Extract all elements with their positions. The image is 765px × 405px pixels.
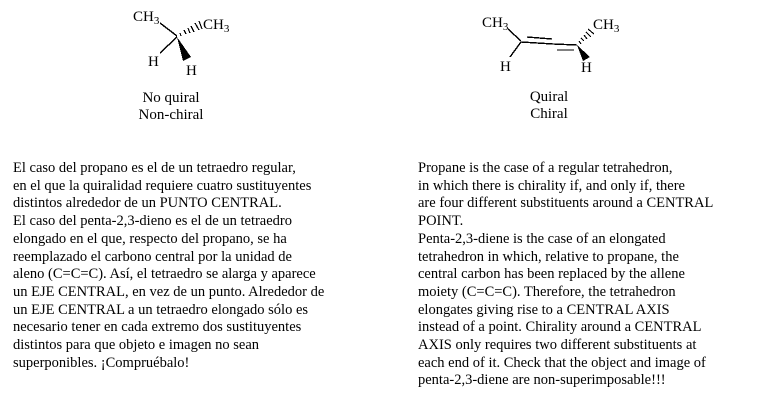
double-bond-left bbox=[521, 37, 553, 44]
bond-line bbox=[510, 42, 521, 57]
text-line: distintos alrededor de un PUNTO CENTRAL. bbox=[13, 195, 282, 212]
bond-line bbox=[508, 29, 521, 41]
hydrogen-label: H bbox=[581, 60, 592, 76]
text-line: reemplazado el carbono central por la unidad de bbox=[13, 248, 292, 265]
propane-caption-english: Non-chiral bbox=[138, 107, 204, 123]
text-line: POINT. bbox=[418, 213, 464, 230]
text-line: elongado en el que, respecto del propano, se ha bbox=[13, 230, 287, 247]
text-line: aleno (C=C=C). Así, el tetraedro se alarga y aparece bbox=[13, 266, 316, 283]
text-line: central carbon has been replaced by the allene bbox=[418, 266, 685, 283]
text-line: penta-2,3-diene are non-superimposable!!! bbox=[418, 372, 666, 389]
pentadiene-structure bbox=[482, 15, 620, 122]
pentadiene-caption-spanish: Quiral bbox=[529, 89, 569, 105]
hydrogen-label: H bbox=[186, 63, 197, 79]
double-bond-right bbox=[553, 44, 577, 50]
bond-line bbox=[160, 37, 177, 53]
methyl-label: $CH_3$ bbox=[203, 17, 230, 35]
methyl-label: $CH_3$ bbox=[133, 9, 160, 27]
text-line: in which there is chirality if, and only if, there bbox=[418, 177, 685, 194]
text-line: Penta-2,3-diene is the case of an elongated bbox=[418, 230, 666, 247]
methyl-label: $CH_3$ bbox=[482, 15, 509, 33]
bond-line bbox=[160, 23, 177, 36]
english-paragraph bbox=[418, 160, 765, 390]
text-line: Propane is the case of a regular tetrahedron, bbox=[418, 160, 673, 176]
hydrogen-label: H bbox=[500, 59, 511, 75]
text-line: each end of it. Check that the object and image of bbox=[418, 354, 706, 371]
methyl-label: $CH_3$ bbox=[593, 17, 620, 35]
text-line: elongates giving rise to a CENTRAL AXIS bbox=[418, 301, 670, 318]
solid-wedge-bond bbox=[577, 45, 590, 61]
pentadiene-caption-english: Chiral bbox=[530, 106, 568, 122]
spanish-paragraph bbox=[13, 160, 383, 372]
text-line: un EJE CENTRAL a un tetraedro elongado sólo es bbox=[13, 301, 309, 318]
solid-wedge-bond bbox=[177, 37, 191, 61]
hash-wedge-bond bbox=[579, 29, 594, 44]
text-line: El caso del penta-2,3-dieno es el de un tetraedro bbox=[13, 213, 293, 230]
text-line: en el que la quiralidad requiere cuatro sustituyentes bbox=[13, 177, 312, 194]
hash-wedge-bond bbox=[180, 21, 202, 36]
text-line: AXIS only requires two different substituents at bbox=[418, 337, 697, 354]
text-line: moiety (C=C=C). Therefore, the tetrahedron bbox=[418, 283, 676, 300]
text-line: El caso del propano es el de un tetraedro regular, bbox=[13, 160, 296, 176]
text-line: are four different substituents around a CENTRAL bbox=[418, 195, 714, 212]
text-line: distintos para que objeto e imagen no sean bbox=[13, 337, 260, 354]
text-line: instead of a point. Chirality around a CENTRAL bbox=[418, 319, 702, 336]
hydrogen-label: H bbox=[148, 54, 159, 70]
text-line: necesario tener en cada extremo dos sustituyentes bbox=[13, 319, 302, 336]
text-line: tetrahedron in which, relative to propane, the bbox=[418, 248, 679, 265]
propane-caption-spanish: No quiral bbox=[142, 90, 200, 106]
text-line: superponibles. ¡Compruébalo! bbox=[13, 354, 190, 371]
molecular-structures-figure bbox=[0, 0, 765, 150]
text-line: un EJE CENTRAL, en vez de un punto. Alrededor de bbox=[13, 283, 325, 300]
propane-structure bbox=[133, 9, 230, 123]
